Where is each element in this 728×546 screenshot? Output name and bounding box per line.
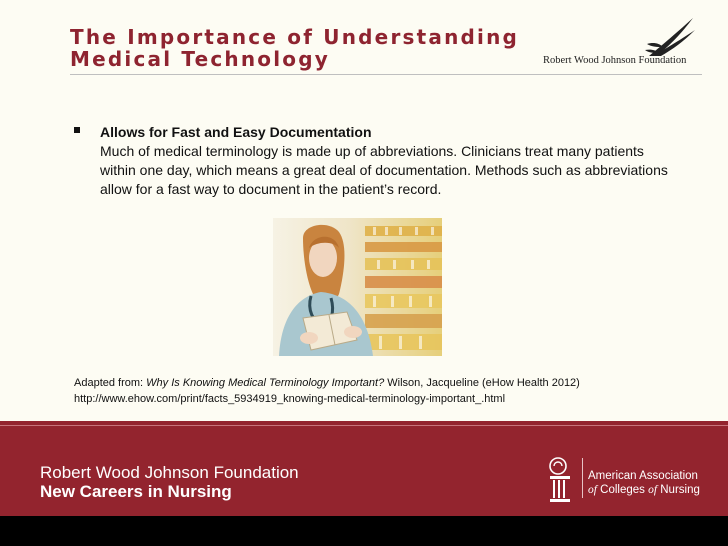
title-line-1: The Importance of Understanding: [70, 25, 520, 49]
bullet-text: [100, 123, 670, 199]
citation: [74, 375, 704, 407]
column-seal-icon: [546, 454, 576, 504]
rwjf-logo-name: Robert Wood Johnson Foundation: [543, 55, 687, 66]
square-bullet-icon: [74, 127, 80, 133]
footer-org-name: Robert Wood Johnson Foundation: [40, 463, 299, 482]
footer-rwjf-branding: [40, 463, 299, 502]
bird-wing-icon: [643, 16, 697, 58]
rwjf-logo: [543, 16, 723, 70]
aacn-nursing: Nursing: [657, 484, 700, 496]
footer-program-name: New Careers in Nursing: [40, 482, 232, 501]
bullet-body: Much of medical terminology is made up of abbreviations. Clinicians treat many patients within one day, which means a great deal of documentation. Methods such as abbreviations allow for a fast way to document in the patient’s record.: [100, 143, 668, 197]
citation-url[interactable]: http://www.ehow.com/print/facts_5934919_knowing-medical-terminology-important_.html: [74, 393, 506, 405]
aacn-name-line-1: American Association: [588, 470, 698, 482]
aacn-name-line-2: [588, 484, 700, 497]
aacn-logo-divider: [582, 458, 583, 498]
title-divider: [70, 74, 702, 75]
citation-source-line: [74, 375, 704, 391]
title-line-2: Medical Technology: [70, 47, 330, 71]
bottom-letterbox: [0, 516, 728, 546]
footer-divider: [0, 425, 728, 426]
slide-title: [70, 26, 540, 70]
aacn-of-1: of: [588, 484, 597, 496]
aacn-of-2: of: [648, 484, 658, 496]
bullet-heading: Allows for Fast and Easy Documentation: [100, 124, 372, 140]
aacn-colleges: Colleges: [596, 484, 649, 496]
citation-article-title: Why Is Knowing Medical Terminology Important?: [146, 377, 385, 389]
citation-author: Wilson, Jacqueline (eHow Health 2012): [384, 377, 580, 389]
aacn-logo: [546, 454, 716, 504]
citation-prefix: Adapted from:: [74, 377, 147, 389]
nurse-reading-photo: [273, 218, 442, 356]
